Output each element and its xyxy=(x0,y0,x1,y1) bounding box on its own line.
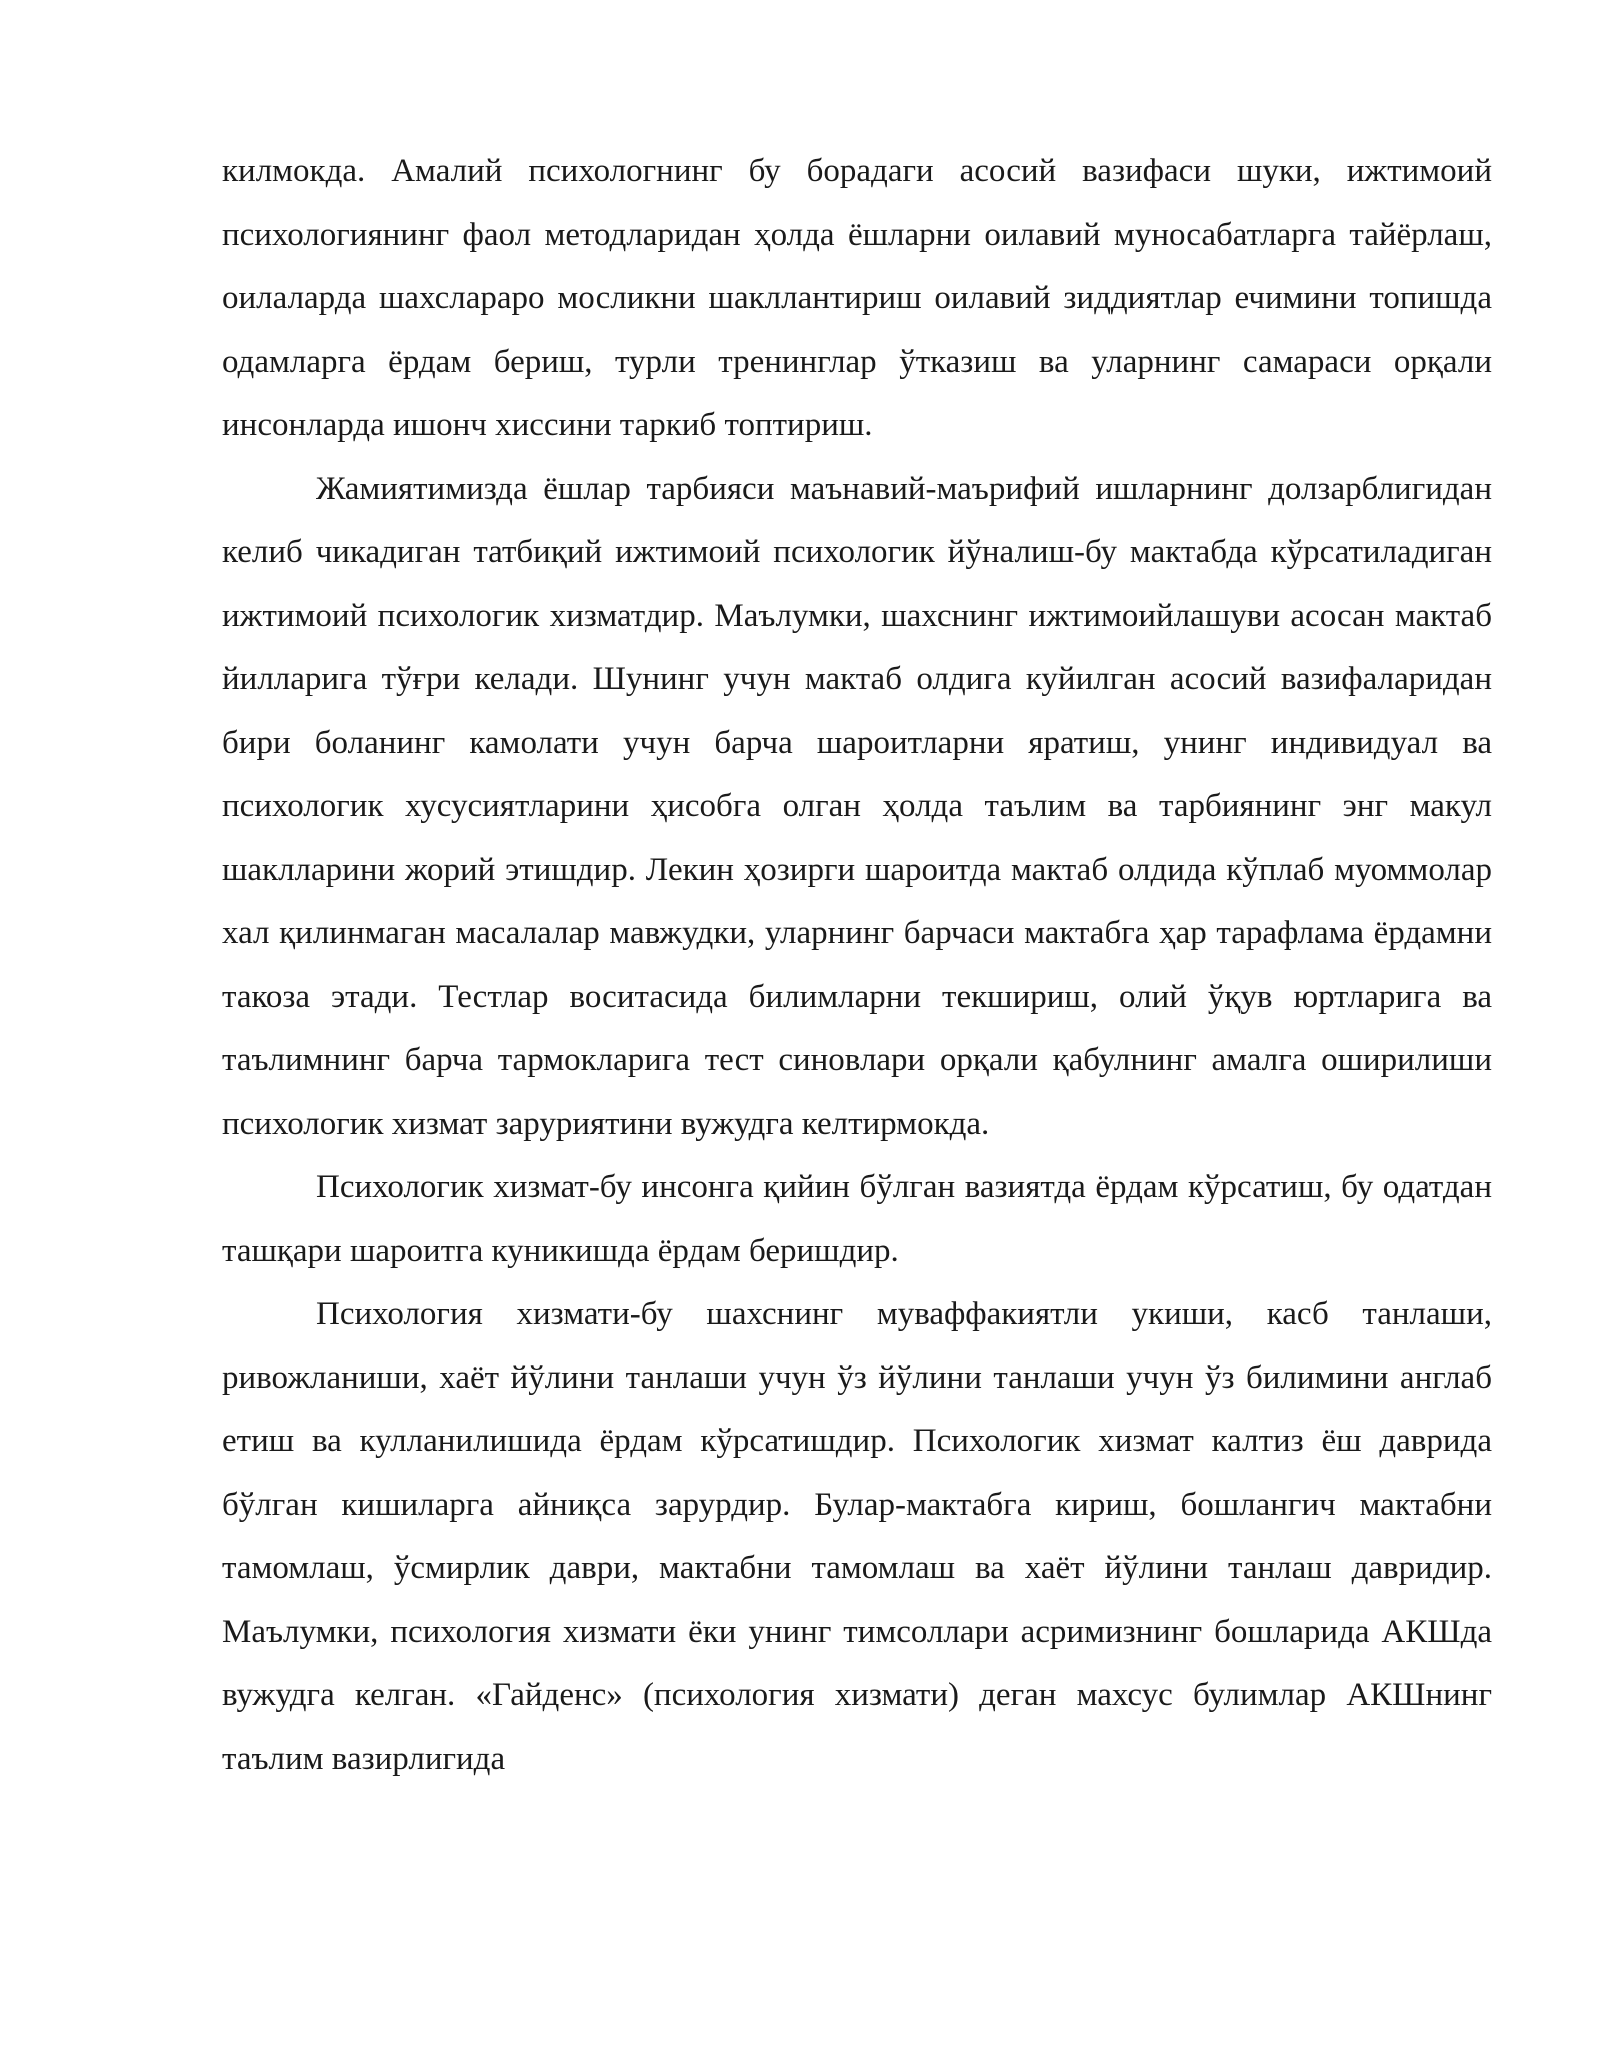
body-text xyxy=(222,140,1492,1791)
paragraph-4: Психология хизмати-бу шахснинг муваффакиятли укиши, касб танлаши, ривожланиши, хаёт йўлини танлаши учун ўз йўлини танлаши учун ўз билимини англаб етиш ва кулланилишида ёрдам кўрсатишдир. Психологик хизмат калтиз ёш даврида бўлган кишиларга айниқса зарурдир. Булар-мактабга кириш, бошлангич мактабни тамомлаш, ўсмирлик даври, мактабни тамомлаш ва хаёт йўлини танлаш давридир. Маълумки, психология хизмати ёки унинг тимсоллари асримизнинг бошларида АКШда вужудга келган. «Гайденс» (психология хизмати) деган махсус булимлар АКШнинг таълим вазирлигида xyxy=(222,1296,1492,1777)
paragraph-2: Жамиятимизда ёшлар тарбияси маънавий-маърифий ишларнинг долзарблигидан келиб чикадиган татбиқий ижтимоий психологик йўналиш-бу мактабда кўрсатиладиган ижтимоий психологик хизматдир. Маълумки, шахснинг ижтимоийлашуви асосан мактаб йилларига тўғри келади. Шунинг учун мактаб олдига куйилган асосий вазифаларидан бири боланинг камолати учун барча шароитларни яратиш, унинг индивидуал ва психологик хусусиятларини ҳисобга олган ҳолда таълим ва тарбиянинг энг макул шаклларини жорий этишдир. Лекин ҳозирги шароитда мактаб олдида кўплаб муоммолар хал қилинмаган масалалар мавжудки, уларнинг барчаси мактабга ҳар тарафлама ёрдамни такоза этади. Тестлар воситасида билимларни текшириш, олий ўқув юртларига ва таълимнинг барча тармокларига тест синовлари орқали қабулнинг амалга оширилиши психологик хизмат заруриятини вужудга келтирмокда. xyxy=(222,470,1492,1142)
paragraph-3: Психологик хизмат-бу инсонга қийин бўлган вазиятда ёрдам кўрсатиш, бу одатдан ташқари шароитга куникишда ёрдам беришдир. xyxy=(222,1169,1492,1269)
paragraph-1: килмокда. Амалий психологнинг бу борадаги асосий вазифаси шуки, ижтимоий психологиянинг фаол методларидан ҳолда ёшларни оилавий муносабатларга тайёрлаш, оилаларда шахслараро мосликни шакллантириш оилавий зиддиятлар ечимини топишда одамларга ёрдам бериш, турли тренинглар ўтказиш ва уларнинг самараси орқали инсонларда ишонч хиссини таркиб топтириш. xyxy=(222,153,1492,443)
